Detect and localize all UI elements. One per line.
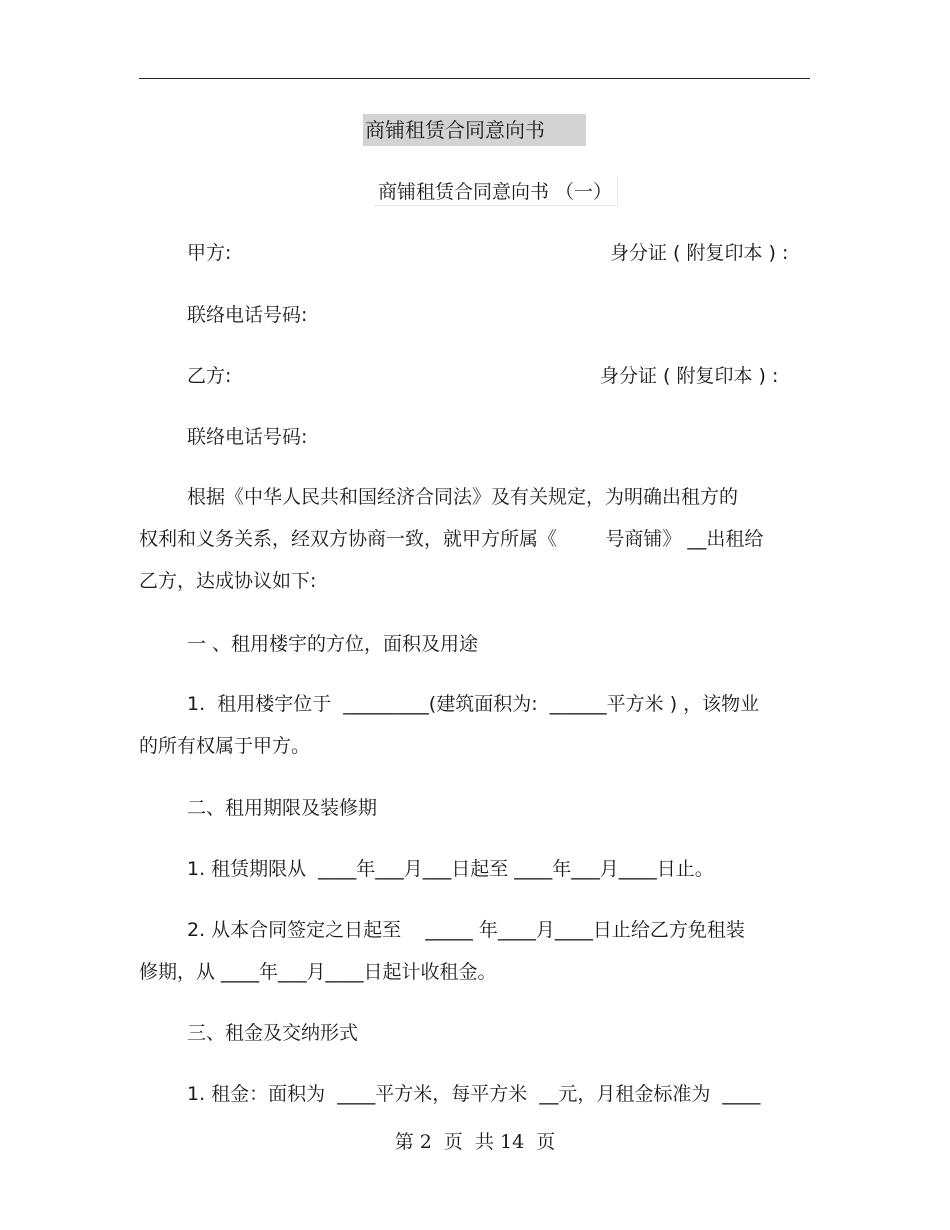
section-2-item-2-line-1: 2. 从本合同签定之日起至 _____ 年____月____日止给乙方免租装 — [187, 919, 745, 941]
section-1-heading: 一 、租用楼宇的方位，面积及用途 — [187, 633, 479, 655]
section-1-item-1-line-2: 的所有权属于甲方。 — [139, 735, 311, 757]
preamble-line-1: 根据《中华人民共和国经济合同法》及有关规定，为明确出租方的 — [187, 486, 739, 508]
header-rule — [139, 78, 810, 79]
party-b-id-label: 身分证 ( 附复印本 ) : — [600, 365, 779, 387]
preamble-line-2: 权利和义务关系，经双方协商一致，就甲方所属《 号商铺》 __出租给 — [139, 528, 764, 550]
section-2-heading: 二、租用期限及装修期 — [187, 797, 378, 819]
section-2-item-2-line-2: 修期，从 ____年___月____日起计收租金。 — [139, 961, 497, 983]
document-subtitle: 商铺租赁合同意向书 （一） — [378, 181, 613, 203]
party-b-phone-label: 联络电话号码: — [187, 426, 308, 448]
party-a-label: 甲方: — [187, 242, 232, 264]
section-2-item-1: 1. 租赁期限从 ____年___月___日起至 ____年___月____日止。 — [187, 858, 714, 880]
page-number-footer: 第 2 页 共 14 页 — [394, 1131, 556, 1153]
document-title: 商铺租赁合同意向书 — [363, 114, 586, 146]
party-a-id-label: 身分证 ( 附复印本 ) : — [610, 242, 789, 264]
section-1-item-1-line-1: 1. 租用楼宇位于 _________(建筑面积为: ______平方米 ) ，该物业 — [187, 693, 760, 715]
section-3-item-1-line-1: 1. 租金：面积为 ____平方米，每平方米 __元，月租金标准为 ____ — [187, 1083, 761, 1105]
preamble-line-3: 乙方，达成协议如下: — [139, 570, 317, 592]
party-b-label: 乙方: — [187, 365, 232, 387]
party-a-phone-label: 联络电话号码: — [187, 304, 308, 326]
section-3-heading: 三、租金及交纳形式 — [187, 1022, 359, 1044]
